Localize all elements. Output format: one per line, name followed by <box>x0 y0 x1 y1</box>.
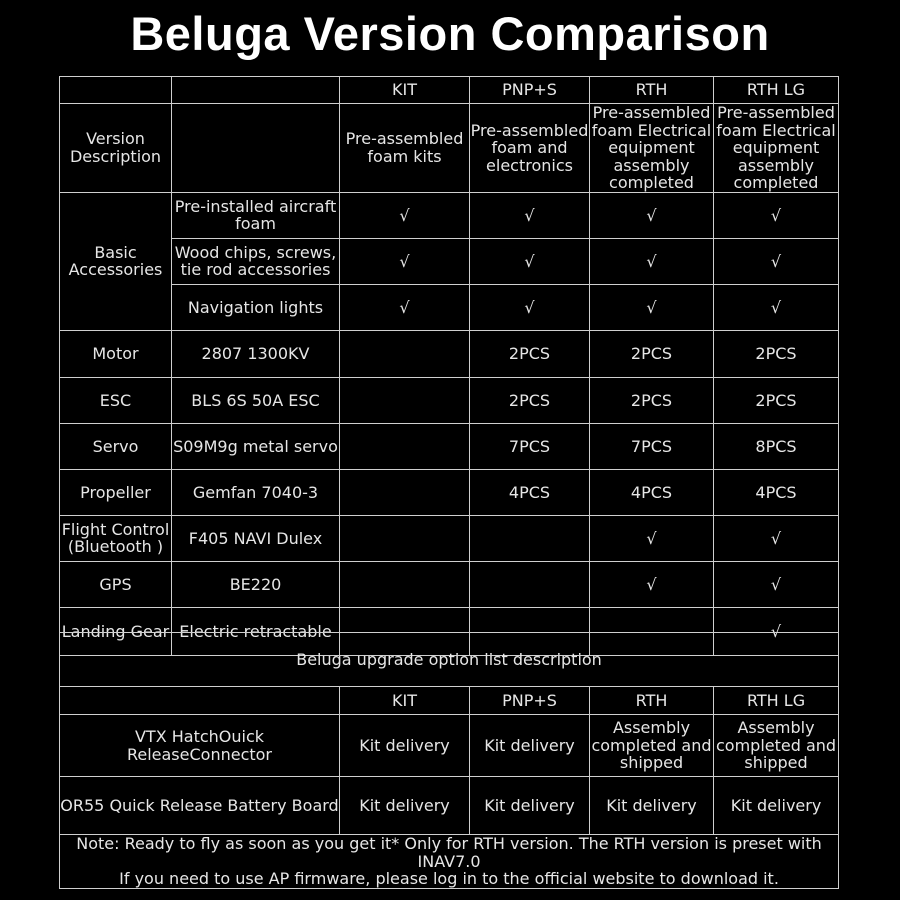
spec-flight-control: F405 NAVI Dulex <box>172 515 340 561</box>
footnote-line-2: If you need to use AP firmware, please log in to the official website to download it. <box>119 869 779 889</box>
accessory-item: Pre-installed aircraft foam <box>172 192 340 238</box>
value-cell <box>340 469 470 515</box>
accessory-item: Wood chips, screws, tie rod accessories <box>172 238 340 284</box>
spec-servo: S09M9g metal servo <box>172 423 340 469</box>
spec-propeller: Gemfan 7040-3 <box>172 469 340 515</box>
empty-cell <box>172 104 340 193</box>
row-label-servo: Servo <box>60 423 172 469</box>
spec-gps: BE220 <box>172 561 340 607</box>
page-title: Beluga Version Comparison <box>130 7 770 60</box>
check-mark: √ <box>470 192 590 238</box>
check-mark: √ <box>470 284 590 330</box>
check-mark: √ <box>714 515 839 561</box>
upgrade-value-cell: Kit delivery <box>340 715 470 777</box>
row-label-flight-control: Flight Control (Bluetooth ) <box>60 515 172 561</box>
value-cell <box>470 561 590 607</box>
check-mark: √ <box>590 515 714 561</box>
upgrade-value-cell: Assembly completed and shipped <box>590 715 714 777</box>
header-empty-cell <box>60 77 172 104</box>
upgrade-value-cell: Kit delivery <box>590 777 714 835</box>
col-header-rth: RTH <box>590 77 714 104</box>
upgrade-col-header-pnps: PNP+S <box>470 687 590 715</box>
check-mark: √ <box>590 561 714 607</box>
value-cell <box>340 423 470 469</box>
check-mark: √ <box>714 607 839 655</box>
footnote-line-1: Note: Ready to fly as soon as you get it* Only for RTH version. The RTH version is preset with INAV7.0 <box>76 834 822 871</box>
value-cell: 2PCS <box>470 330 590 377</box>
row-label-basic-accessories: Basic Accessories <box>60 192 172 330</box>
upgrade-value-cell: Kit delivery <box>340 777 470 835</box>
version-desc-rthlg: Pre-assembled foam Electrical equipment assembly completed <box>714 104 839 193</box>
spec-motor: 2807 1300KV <box>172 330 340 377</box>
upgrade-value-cell: Kit delivery <box>714 777 839 835</box>
upgrade-col-header-rthlg: RTH LG <box>714 687 839 715</box>
value-cell: 2PCS <box>714 377 839 423</box>
upgrade-option-table <box>59 632 839 889</box>
value-cell: 2PCS <box>590 330 714 377</box>
check-mark: √ <box>714 192 839 238</box>
footnote <box>60 835 839 889</box>
col-header-rthlg: RTH LG <box>714 77 839 104</box>
check-mark: √ <box>470 238 590 284</box>
check-mark: √ <box>590 284 714 330</box>
spec-esc: BLS 6S 50A ESC <box>172 377 340 423</box>
check-mark: √ <box>590 238 714 284</box>
row-label-landing-gear: Landing Gear <box>60 607 172 655</box>
upgrade-col-header-kit: KIT <box>340 687 470 715</box>
upgrade-row-label-or55: OR55 Quick Release Battery Board <box>60 777 340 835</box>
check-mark: √ <box>714 284 839 330</box>
check-mark: √ <box>340 238 470 284</box>
header-empty-cell <box>172 77 340 104</box>
value-cell: 7PCS <box>470 423 590 469</box>
accessory-item: Navigation lights <box>172 284 340 330</box>
value-cell <box>340 330 470 377</box>
spec-landing-gear: Electric retractable <box>172 607 340 655</box>
version-desc-pnps: Pre-assembled foam and electronics <box>470 104 590 193</box>
check-mark: √ <box>340 284 470 330</box>
row-label-propeller: Propeller <box>60 469 172 515</box>
col-header-pnps: PNP+S <box>470 77 590 104</box>
row-label-version-description: Version Description <box>60 104 172 193</box>
value-cell <box>470 515 590 561</box>
value-cell: 2PCS <box>590 377 714 423</box>
check-mark: √ <box>714 561 839 607</box>
upgrade-banner: Beluga upgrade option list description <box>60 633 839 687</box>
version-desc-rth: Pre-assembled foam Electrical equipment assembly completed <box>590 104 714 193</box>
check-mark: √ <box>340 192 470 238</box>
value-cell: 2PCS <box>714 330 839 377</box>
upgrade-value-cell: Kit delivery <box>470 715 590 777</box>
row-label-gps: GPS <box>60 561 172 607</box>
row-label-esc: ESC <box>60 377 172 423</box>
value-cell <box>340 377 470 423</box>
version-comparison-table <box>59 76 839 656</box>
value-cell <box>340 515 470 561</box>
value-cell: 7PCS <box>590 423 714 469</box>
row-label-motor: Motor <box>60 330 172 377</box>
check-mark: √ <box>590 192 714 238</box>
upgrade-row-label-vtx: VTX HatchOuick ReleaseConnector <box>60 715 340 777</box>
upgrade-value-cell: Kit delivery <box>470 777 590 835</box>
value-cell: 2PCS <box>470 377 590 423</box>
check-mark: √ <box>714 238 839 284</box>
upgrade-col-header-rth: RTH <box>590 687 714 715</box>
upgrade-value-cell: Assembly completed and shipped <box>714 715 839 777</box>
header-empty-cell <box>60 687 340 715</box>
value-cell <box>340 561 470 607</box>
col-header-kit: KIT <box>340 77 470 104</box>
value-cell: 8PCS <box>714 423 839 469</box>
version-desc-kit: Pre-assembled foam kits <box>340 104 470 193</box>
value-cell: 4PCS <box>714 469 839 515</box>
value-cell: 4PCS <box>590 469 714 515</box>
value-cell: 4PCS <box>470 469 590 515</box>
